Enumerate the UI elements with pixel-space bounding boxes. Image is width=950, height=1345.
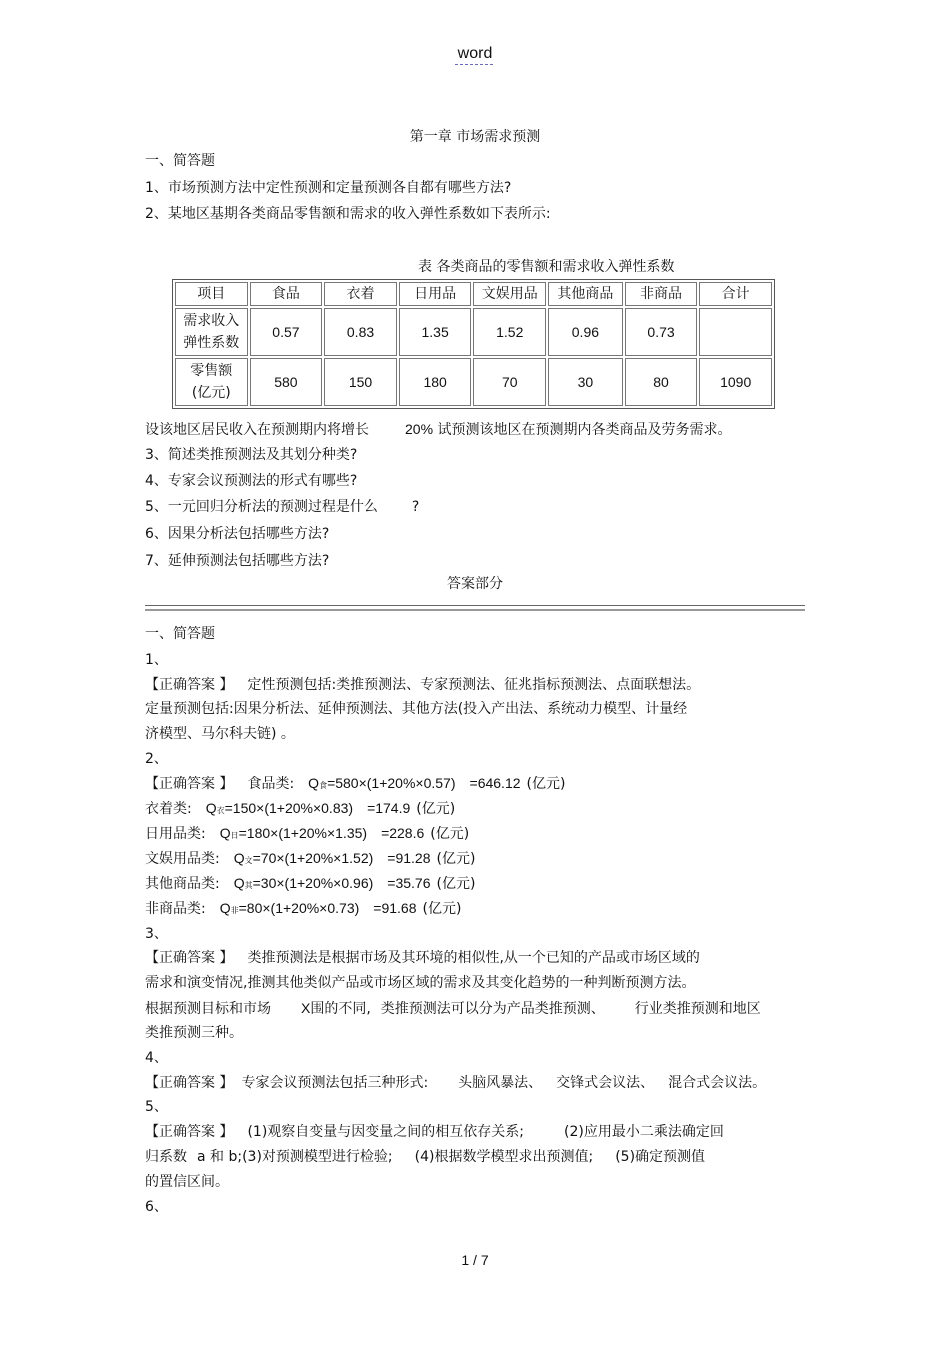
table-cell: 30: [548, 358, 623, 406]
answer-3-line-2: 需求和演变情况,推测其他类似产品或市场区域的需求及其变化趋势的一种判断预测方法。: [145, 975, 696, 991]
answer-1-line: [145, 676, 700, 694]
calc-result: =35.76: [387, 875, 431, 891]
calc-subscript: 日: [230, 831, 239, 840]
calc-line: [145, 899, 461, 920]
calc-unit: (亿元): [430, 826, 470, 842]
calc-label: 其他商品类:: [145, 876, 220, 892]
calc-unit: (亿元): [422, 901, 462, 917]
calc-symbol: Q: [233, 850, 245, 866]
table-header-cell: 合计: [699, 282, 772, 306]
question-2: 2、某地区基期各类商品零售额和需求的收入弹性系数如下表所示:: [145, 206, 551, 222]
calc-symbol: Q: [219, 825, 231, 841]
calc-expression: =580×(1+20%×0.57): [327, 775, 456, 791]
table-cell: 0.83: [324, 308, 397, 356]
calc-expression: =70×(1+20%×1.52): [252, 850, 374, 866]
table-header-cell: 其他商品: [548, 282, 623, 306]
row-label-line: 弹性系数: [183, 335, 240, 351]
table-cell: 0.57: [250, 308, 323, 356]
table-cell: 0.73: [625, 308, 698, 356]
answer-3-line-3: [145, 999, 761, 1018]
answer-5-text: 归系数: [145, 1149, 187, 1165]
questions-section: 一、简答题: [145, 153, 215, 169]
table-cell: 80: [625, 358, 698, 406]
answer-4-text: 专家会议预测法包括三种形式:: [241, 1075, 429, 1091]
table-cell: 70: [473, 358, 546, 406]
row-label-line: 零售额: [190, 363, 233, 379]
header-underline: [455, 64, 493, 65]
calc-unit: (亿元): [436, 876, 476, 892]
question-5-text: 5、一元回归分析法的预测过程是什么: [145, 499, 378, 515]
calc-label: 日用品类:: [145, 826, 206, 842]
calc-label: 食品类:: [247, 776, 295, 792]
calc-result: =646.12: [469, 775, 521, 791]
elasticity-table: [172, 279, 775, 409]
table-cell: 0.96: [548, 308, 623, 356]
calc-label: 文娱用品类:: [145, 851, 220, 867]
calc-subscript: 衣: [216, 806, 225, 815]
section-divider: [145, 605, 805, 611]
answers-heading: 答案部分: [447, 576, 503, 592]
answer-5-line: [145, 1123, 724, 1141]
answer-5-line-2: [145, 1148, 705, 1166]
answer-1-line-2: 定量预测包括:因果分析法、延伸预测法、其他方法(投入产出法、系统动力模型、计量经: [145, 701, 688, 717]
question-5-mark: ?: [411, 499, 420, 515]
answer-1-number: 1、: [145, 652, 168, 668]
answer-3-line: [145, 949, 700, 967]
answer-5-text: (4)根据数学模型求出预测值;: [414, 1149, 594, 1165]
table-header-cell: 项目: [175, 282, 248, 306]
answer-3-text: 类推预测法是根据市场及其环境的相似性,从一个已知的产品或市场区域的: [247, 950, 700, 966]
calc-result: =174.9: [367, 800, 411, 816]
table-cell: 1.35: [399, 308, 472, 356]
answer-1-text: 定性预测包括:类推预测法、专家预测法、征兆指标预测法、点面联想法。: [247, 677, 701, 693]
row-label-line: 需求收入: [183, 313, 240, 329]
calc-label: 衣着类:: [145, 801, 192, 817]
answer-3-text: 围的不同,: [310, 1001, 371, 1017]
table-header-cell: 日用品: [399, 282, 472, 306]
answer-4-text: 交锋式会议法、: [556, 1075, 655, 1091]
question-1: 1、市场预测方法中定性预测和定量预测各自都有哪些方法?: [145, 180, 512, 196]
calc-unit: (亿元): [436, 851, 476, 867]
calc-symbol: Q: [233, 875, 245, 891]
calc-line: [145, 774, 565, 795]
followup-percent: 20%: [405, 421, 434, 437]
calc-expression: =30×(1+20%×0.96): [252, 875, 374, 891]
calc-result: =228.6: [381, 825, 425, 841]
table-cell: 1090: [699, 358, 772, 406]
answers-section: 一、简答题: [145, 626, 215, 642]
table-row-sales: [175, 358, 772, 406]
calc-expression: =180×(1+20%×1.35): [238, 825, 368, 841]
table-cell: 580: [250, 358, 323, 406]
table-cell: [699, 308, 772, 356]
calc-result: =91.28: [387, 850, 431, 866]
table-caption: 表 各类商品的零售额和需求收入弹性系数: [418, 259, 675, 275]
table-header-row: [175, 282, 772, 306]
row-label: [175, 308, 248, 356]
answer-tag: 【正确答案 】: [145, 677, 234, 693]
table-header-cell: 食品: [250, 282, 323, 306]
calc-result: =91.68: [373, 900, 417, 916]
answer-3-number: 3、: [145, 926, 168, 942]
answer-4-number: 4、: [145, 1050, 168, 1066]
calc-unit: (亿元): [416, 801, 456, 817]
table-header-cell: 非商品: [625, 282, 698, 306]
calc-unit: (亿元): [526, 776, 566, 792]
question-7: 7、延伸预测法包括哪些方法?: [145, 553, 330, 569]
answer-4-text: 混合式会议法。: [668, 1075, 767, 1091]
calc-symbol: Q: [308, 775, 320, 791]
answer-3-line-4: 类推预测三种。: [145, 1025, 243, 1041]
question-3: 3、简述类推预测法及其划分种类?: [145, 447, 358, 463]
answer-3-text: X: [301, 1000, 311, 1016]
answer-3-text: 行业类推预测和地区: [634, 1001, 761, 1017]
answer-tag: 【正确答案 】: [145, 776, 234, 792]
page-number: 1 / 7: [461, 1252, 489, 1268]
table-header-cell: 衣着: [324, 282, 397, 306]
calc-line: [145, 799, 455, 820]
followup-text: 试预测该地区在预测期内各类商品及劳务需求。: [437, 422, 732, 438]
answer-3-text: 类推预测法可以分为产品类推预测、: [380, 1001, 605, 1017]
calc-subscript: 非: [230, 906, 239, 915]
answer-4-line: [145, 1074, 766, 1092]
chapter-title: 第一章 市场需求预测: [409, 129, 541, 145]
calc-expression: =80×(1+20%×0.73): [238, 900, 360, 916]
answer-2-number: 2、: [145, 751, 168, 767]
calc-line: [145, 849, 475, 870]
table-header-cell: 文娱用品: [473, 282, 546, 306]
calc-subscript: 文: [244, 856, 253, 865]
question-6: 6、因果分析法包括哪些方法?: [145, 526, 330, 542]
answer-4-text: 头脑风暴法、: [458, 1075, 543, 1091]
answer-6-number: 6、: [145, 1199, 168, 1215]
table-row-elasticity: [175, 308, 772, 356]
answer-5-text: (5)确定预测值: [615, 1149, 706, 1165]
answer-5-number: 5、: [145, 1099, 168, 1115]
calc-subscript: 其: [244, 881, 253, 890]
answer-1-line-3: 济模型、马尔科夫链) 。: [145, 726, 295, 742]
calc-symbol: Q: [205, 800, 217, 816]
answer-tag: 【正确答案 】: [145, 1124, 234, 1140]
table-cell: 180: [399, 358, 472, 406]
answer-5-text: (2)应用最小二乘法确定回: [564, 1124, 724, 1140]
question-2-followup: [145, 420, 731, 439]
answer-tag: 【正确答案 】: [145, 1075, 234, 1091]
answer-5-text: a 和 b;(3)对预测模型进行检验;: [197, 1149, 393, 1165]
row-label: [175, 358, 248, 406]
calc-line: [145, 874, 475, 895]
calc-expression: =150×(1+20%×0.83): [224, 800, 354, 816]
calc-symbol: Q: [219, 900, 231, 916]
page-header-title: word: [457, 45, 493, 62]
row-label-line: (亿元): [191, 385, 231, 401]
question-4: 4、专家会议预测法的形式有哪些?: [145, 473, 358, 489]
answer-5-text: (1)观察自变量与因变量之间的相互依存关系;: [247, 1124, 524, 1140]
calc-subscript: 食: [319, 781, 328, 790]
calc-label: 非商品类:: [145, 901, 206, 917]
calc-line: [145, 824, 469, 845]
table-cell: 150: [324, 358, 397, 406]
answer-5-line-3: 的置信区间。: [145, 1174, 229, 1190]
question-5: [145, 498, 419, 516]
answer-tag: 【正确答案 】: [145, 950, 234, 966]
followup-text: 设该地区居民收入在预测期内将增长: [145, 422, 369, 438]
answer-3-text: 根据预测目标和市场: [145, 1001, 271, 1017]
table-cell: 1.52: [473, 308, 546, 356]
